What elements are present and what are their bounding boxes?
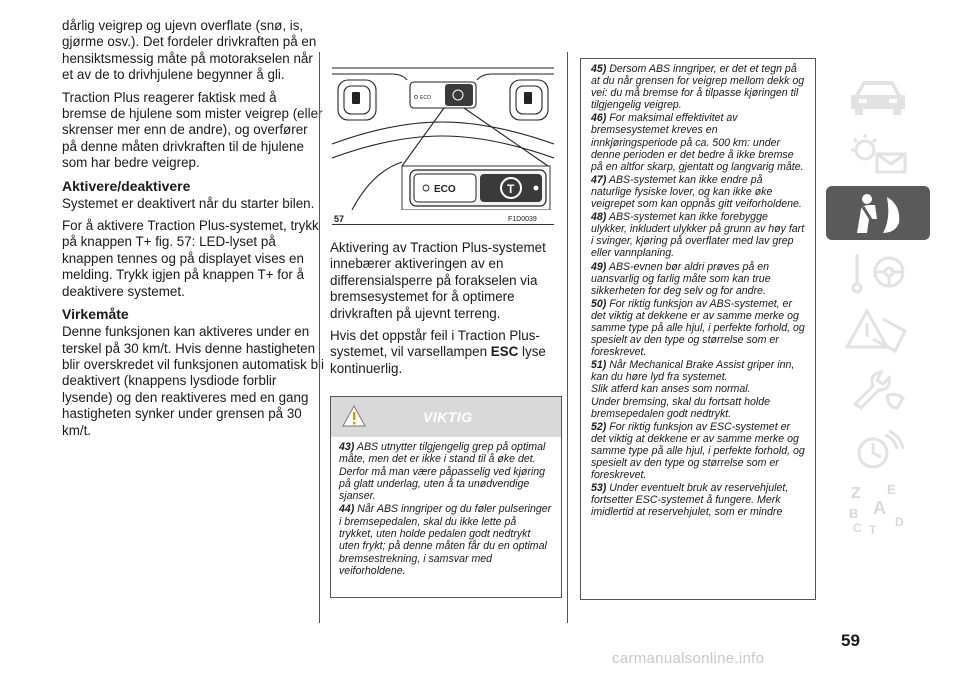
- paragraph: dårlig veigrep og ujevn overflate (snø, is, gjørme osv.). Det fordeler drivkraften på en hensiktsmessig måte på motorakselen når et av de to drivhjulene begynner å gli.: [62, 18, 317, 83]
- service-maintenance-icon[interactable]: [826, 363, 930, 417]
- svg-text:ECO: ECO: [420, 95, 431, 101]
- note-item: 46) For maksimal effektivitet av bremsesystemet kreves en innkjøringsperiode på ca. 500 km: under denne perioden er det bedre å ikke bremse på en altfor skarp, gjentatt og langvarig måte.: [591, 112, 804, 173]
- column-divider: [567, 52, 568, 623]
- figure-number: 57: [334, 214, 345, 224]
- car-dashboard-icon[interactable]: [826, 68, 930, 122]
- svg-text:A: A: [873, 498, 886, 518]
- note-item: Slik atferd kan anses som normal.: [591, 383, 751, 396]
- note-item: 44) Når ABS inngriper og du føler pulseringer i bremsepedalen, skal du ikke lette på trykket, uten holde pedalen godt nedtrykt uten frykt; på denne måten får du en optimal bremsestrekning, i samsvar med veiforholdene.: [339, 503, 552, 577]
- paragraph: Denne funksjonen kan aktiveres under en terskel på 30 km/t. Hvis denne hastigheten blir overskredet vil funksjonen automatisk bli deaktivert (knappens lysdiode forblir lysende) og den reaktiveres med en gang hastigheten synker under grensen på 30 km/t.: [62, 324, 324, 438]
- paragraph: Aktivering av Traction Plus-systemet innebærer aktiveringen av en differensialsperre på forakselen via bremsesystemet for å optimere drivkraften på ujevnt terreng.: [330, 240, 546, 321]
- note-item: Under bremsing, skal du fortsatt holde bremsepedalen godt nedtrykt.: [591, 395, 771, 420]
- esc-indicator-label: ESC: [490, 344, 519, 360]
- note-item: 47) ABS-systemet kan ikke endre på naturlige fysiske lover, og kan ikke øke veigrepet som kan oppnås gitt veiforholdene.: [591, 173, 802, 211]
- note-item: 48) ABS-systemet kan ikke forebygge ulykker, inkludert ulykker på grunn av høy fart i svinger, kjøring på overflater med lav grep eller vannplaning.: [591, 211, 805, 260]
- note-item: 51) Når Mechanical Brake Assist griper inn, kan du høre lyd fra systemet.: [591, 359, 795, 384]
- footer-watermark: carmanualsonline.info: [612, 650, 765, 667]
- starting-driving-icon[interactable]: [826, 245, 930, 299]
- note-item: 52) For riktig funksjon av ESC-systemet er det viktig at dekkene er av samme merke og samme type på alle hjul, i perfekte forhold, og spesielt av den type og størrelse som er foreskrevet.: [591, 420, 805, 482]
- left-column: [62, 18, 324, 445]
- note-item: 45) Dersom ABS inngriper, er det et tegn på at du når grensen for veigrep mellom dekk og vei: du må bremse for å tilpasse kjøringen til tilgjengelig veigrep.: [591, 63, 805, 112]
- console-illustration: [332, 62, 554, 210]
- index-az-icon[interactable]: [826, 481, 930, 535]
- svg-text:Z: Z: [851, 485, 861, 502]
- svg-text:T: T: [507, 182, 515, 196]
- warning-header: [331, 397, 561, 437]
- paragraph: Traction Plus reagerer faktisk med å bremse de hjulene som mister veigrep (eller skrenser mer enn de andre), og overfører på denne måten drivkraften til de hjulene som har bedre veigrep.: [62, 89, 323, 171]
- note-item: 49) ABS-evnen bør aldri prøves på en uansvarlig og farlig måte som kan true sikkerheten for deg selv og for andre.: [591, 260, 771, 297]
- warning-triangle-icon: [341, 404, 367, 428]
- notes-box: [580, 58, 816, 600]
- paragraph: [330, 328, 560, 377]
- text-run: lyse kontinuerlig.: [330, 344, 546, 376]
- section-heading: Virkemåte: [62, 306, 129, 323]
- warning-triangle-icon[interactable]: [826, 304, 930, 358]
- svg-text:E: E: [887, 482, 896, 497]
- page-number: 59: [841, 631, 860, 650]
- figure-console-buttons: [332, 62, 554, 210]
- technical-data-icon[interactable]: [826, 422, 930, 476]
- warning-box: [330, 396, 562, 598]
- figure-rule: [332, 224, 554, 225]
- warning-title: VIKTIG: [423, 409, 473, 425]
- note-item: 53) Under eventuelt bruk av reservehjulet, fortsetter ESC-systemet å fungere. Merk imidlertid at reservehjulet, som er mindre: [591, 482, 789, 519]
- warning-text: [331, 437, 561, 577]
- svg-text:B: B: [849, 506, 859, 521]
- notes-text: [581, 59, 815, 518]
- note-item: 50) For riktig funksjon av ABS-systemet, er det viktig at dekkene er av samme merke og samme type på alle hjul, i perfekte forhold, og spesielt av den type og størrelse som er foreskrevet.: [591, 297, 805, 359]
- safety-seatbelt-icon[interactable]: [826, 186, 930, 240]
- paragraph: For å aktivere Traction Plus-systemet, trykk på knappen T+ fig. 57: LED-lyset på knappen tennes og på displayet vises en melding. Trykk igjen på knappen T+ for å deaktivere systemet.: [62, 218, 319, 299]
- eco-button-label: ECO: [434, 184, 456, 195]
- chapter-sidebar: [826, 68, 930, 540]
- section-heading: Aktivere/deaktivere: [62, 177, 191, 194]
- column-divider: [319, 52, 320, 623]
- svg-text:C: C: [853, 521, 862, 535]
- svg-text:D: D: [895, 515, 904, 529]
- note-item: 43) ABS utnytter tilgjengelig grep på optimal måte, men det er ikke i stand til å øke det. Derfor må man være påpasselig ved kjøring på glatt underlag, uten å ta unødvendige sjanser.: [339, 441, 546, 503]
- svg-text:T: T: [869, 523, 877, 536]
- middle-column: [330, 240, 560, 383]
- figure-code: F1D0039: [508, 216, 537, 223]
- text-run: Hvis det oppstår feil i Traction Plus-systemet, vil varsellampen: [330, 328, 540, 360]
- lights-messages-icon[interactable]: [826, 127, 930, 181]
- paragraph: Systemet er deaktivert når du starter bilen.: [62, 195, 315, 211]
